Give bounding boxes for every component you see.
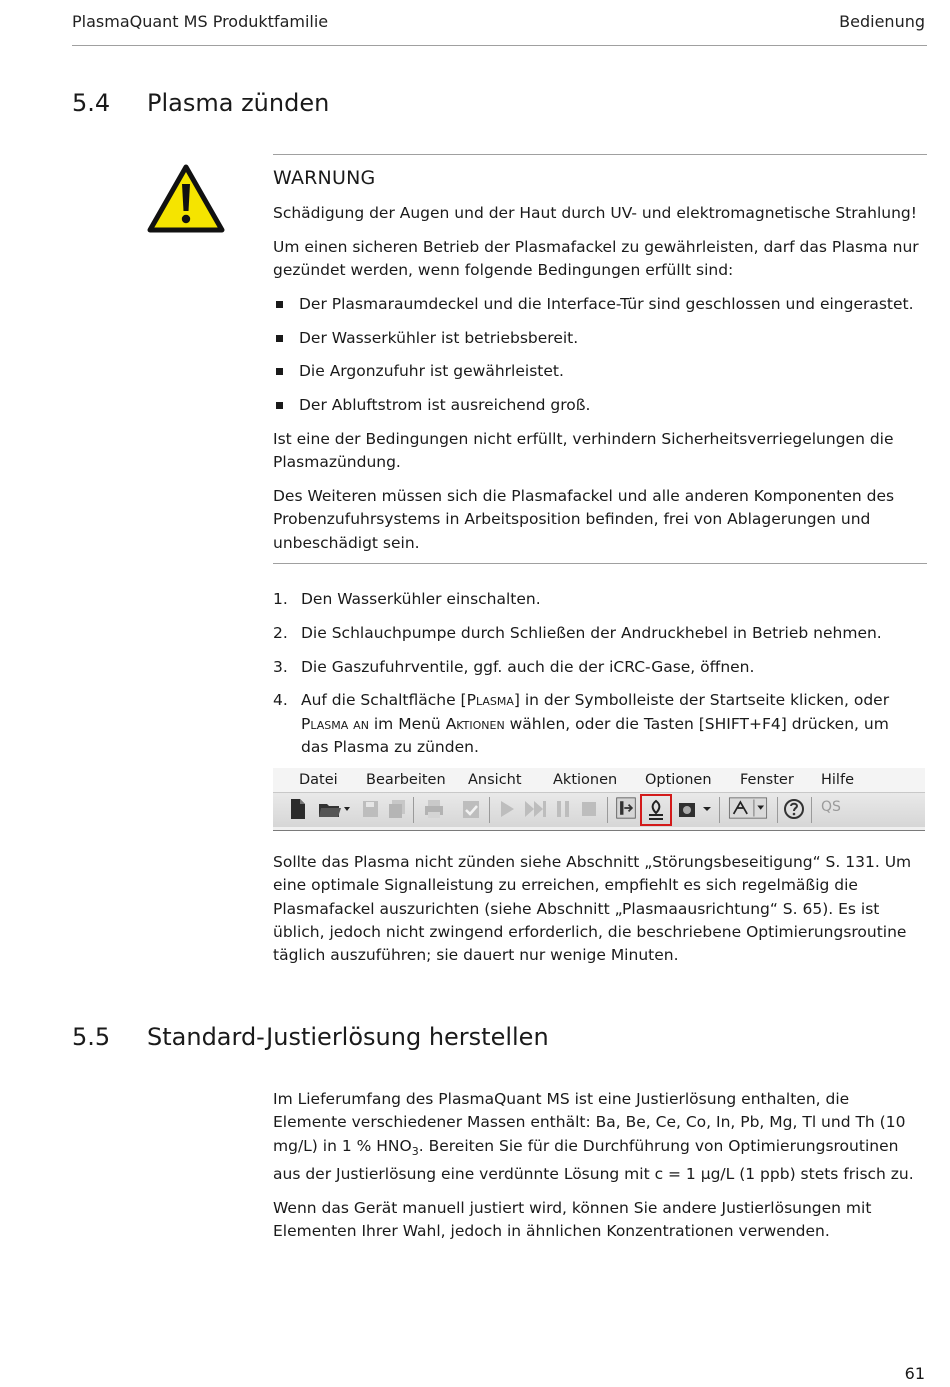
list-item: Der Abluftstrom ist ausreichend groß. [273,394,925,417]
bullet-square-icon [276,335,283,342]
list-item: Der Plasmaraumdeckel und die Interface-Tür sind geschlossen und eingerastet. [273,293,925,316]
warning-para-2: Des Weiteren müssen sich die Plasmafackel und alle anderen Komponenten des Probenzufuhrsystems in Arbeitsposition befinden, frei von Ablagerungen und unbeschädigt sein. [273,487,895,552]
warning-top-rule [273,154,927,155]
running-header-right: Bedienung [839,12,925,31]
menu-ansicht[interactable]: Ansicht [468,772,522,788]
qs-button[interactable]: QS [821,799,841,815]
paragraph: Wenn das Gerät manuell justiert wird, können Sie andere Justierlösungen mit Elementen Ihrer Wahl, jedoch in ähnlichen Konzentrationen verwenden. [273,1198,872,1241]
section-heading-5-5 [72,1022,772,1052]
pause-icon[interactable] [553,798,573,820]
warning-bottom-rule [273,563,927,564]
running-header-left: PlasmaQuant MS Produktfamilie [72,12,329,31]
stop-icon[interactable] [579,798,599,820]
toolbar-separator [607,797,608,823]
tune-dropdown-icon[interactable] [725,797,771,819]
section-title: Standard-Justierlösung herstellen [147,1023,549,1051]
check-sequence-icon[interactable] [461,798,481,820]
menu-bar [273,768,925,792]
warning-para-1: Ist eine der Bedingungen nicht erfüllt, verhindern Sicherheitsverriegelungen die Plasmazündung. [273,430,894,472]
toolbar-separator [413,797,414,823]
step-item: 2. Die Schlauchpumpe durch Schließen der Andruckhebel in Betrieb nehmen. [273,623,882,642]
toolbar-separator [489,797,490,823]
section-title: Plasma zünden [147,89,330,117]
menu-bearbeiten[interactable]: Bearbeiten [366,772,446,788]
section-number: 5.5 [72,1023,111,1051]
warning-block [273,166,925,566]
menu-datei[interactable]: Datei [299,772,338,788]
step-item: 4. Auf die Schaltfläche [Plasma] in der Symbolleiste der Startseite klicken, oder Plasma an im Menü Aktionen wählen, oder die Tasten [SHIFT+F4] drücken, um das Plasma zu zünden. [273,691,890,756]
toolbar-separator [719,797,720,823]
help-icon[interactable] [783,798,805,820]
conditions-list [273,293,925,418]
section-5-5-body [273,1088,921,1254]
camera-settings-icon[interactable] [677,798,713,820]
start-icon[interactable] [497,798,517,820]
fast-forward-icon[interactable] [523,798,547,820]
plasma-icon[interactable] [645,799,667,821]
header-rule [72,45,927,46]
warning-intro: Um einen sicheren Betrieb der Plasmafackel zu gewährleisten, darf das Plasma nur gezündet werden, wenn folgende Bedingungen erfüllt sind: [273,237,919,280]
toolbar-separator [777,797,778,823]
menu-hilfe[interactable]: Hilfe [821,772,854,788]
new-document-icon[interactable] [289,798,307,820]
toolbar-screenshot [273,768,925,831]
step-item: 3. Die Gaszufuhrventile, ggf. auch die der iCRC-Gase, öffnen. [273,657,755,676]
paragraph: Im Lieferumfang des PlasmaQuant MS ist eine Justierlösung enthalten, die Elemente verschiedener Massen enthält: Ba, Be, Ce, Co, In, Pb, Mg, Tl und Th (10 mg/L) in 1 % $HNO_3$. Bereiten Sie für die Durchführung von Optimierungsroutinen aus der Justierlösung eine verdünnte Lösung mit c = 1 µg/L (1 ppb) stets frisch zu. [273,1090,914,1183]
instrument-icon[interactable] [614,797,638,819]
menu-aktionen[interactable]: Aktionen [553,772,618,788]
toolbar-separator [811,797,812,823]
bullet-square-icon [276,368,283,375]
warning-title: WARNUNG [273,167,376,189]
save-icon[interactable] [361,798,379,820]
print-icon[interactable] [423,798,445,820]
list-item: Der Wasserkühler ist betriebsbereit. [273,327,925,350]
step-item: 1. Den Wasserkühler einschalten. [273,590,541,608]
warning-lead: Schädigung der Augen und der Haut durch UV- und elektromagnetische Strahlung! [273,204,917,222]
icon-toolbar [273,792,925,827]
save-all-icon[interactable] [387,798,407,820]
after-toolbar-paragraph: Sollte das Plasma nicht zünden siehe Abschnitt „Störungsbeseitigung“ S. 131. Um eine optimale Signalleistung zu erreichen, empfiehlt es sich regelmäßig die Plasmafackel auszurichten (siehe Abschnitt „Plasmaausrichtung“ S. 65). Es ist üblich, jedoch nicht zwingend erforderlich, die beschriebene Optimierungsroutine täglich auszuführen; sie dauert nur wenige Minuten. [273,853,912,965]
bullet-square-icon [276,301,283,308]
menu-optionen[interactable]: Optionen [645,772,712,788]
bullet-square-icon [276,402,283,409]
steps-list [273,588,913,759]
open-folder-icon[interactable] [317,798,351,820]
steps-block [273,588,913,770]
section-heading-5-4 [72,88,672,118]
section-number: 5.4 [72,89,111,117]
menu-fenster[interactable]: Fenster [740,772,794,788]
list-item: Die Argonzufuhr ist gewährleistet. [273,360,925,383]
page-number: 61 [904,1364,925,1383]
warning-triangle-icon [147,164,225,234]
